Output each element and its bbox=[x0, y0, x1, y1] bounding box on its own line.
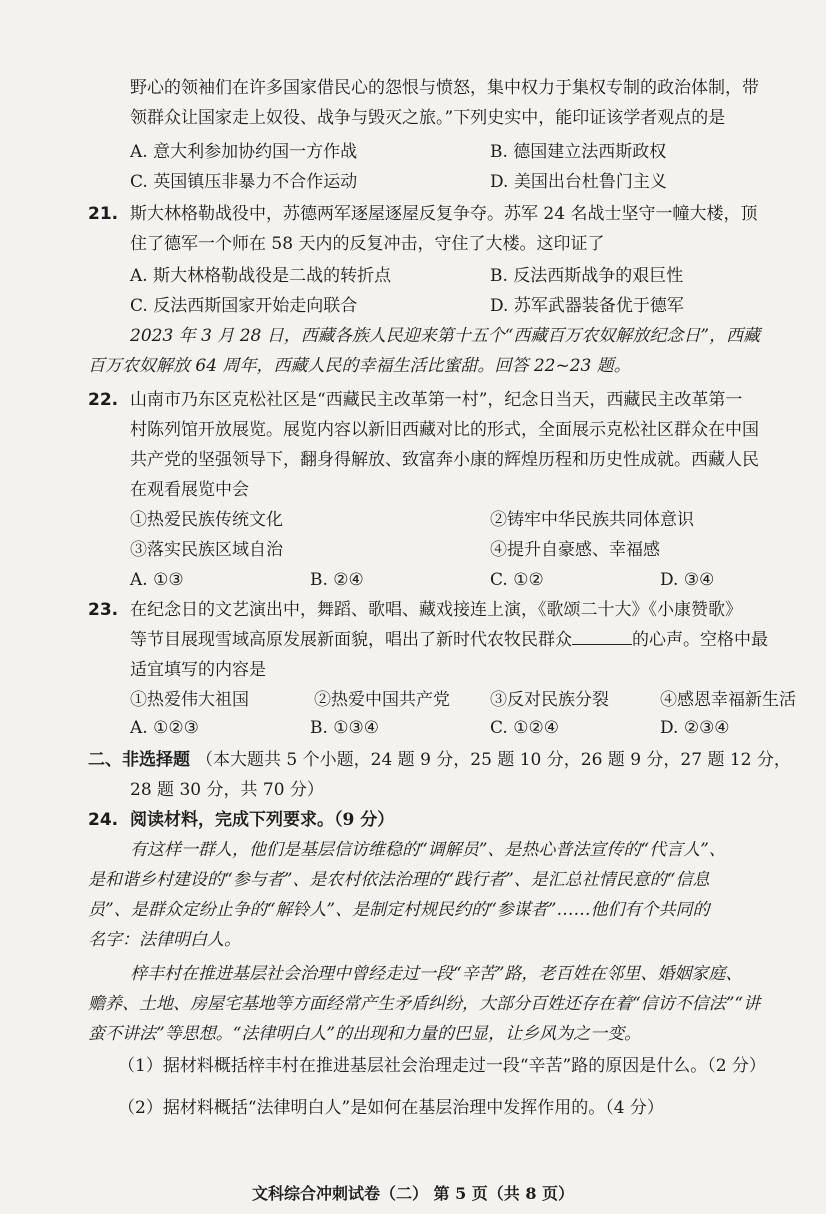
question-number: 21. bbox=[88, 204, 119, 224]
material-text: 蛮不讲法”等思想。“法律明白人”的出现和力量的巴显，让乡风为之一变。 bbox=[88, 1024, 642, 1044]
section-desc: （本大题共 5 个小题，24 题 9 分，25 题 10 分，26 题 9 分，27 题 12 分， bbox=[196, 750, 791, 770]
question-text: 斯大林格勒战役中，苏德两军逐屋逐屋反复争夺。苏军 24 名战士坚守一幢大楼，顶 bbox=[130, 204, 758, 224]
choice-item: ④感恩幸福新生活 bbox=[660, 690, 796, 710]
choice-item: ②热爱中国共产党 bbox=[314, 690, 450, 710]
option-c: C. ①②④ bbox=[490, 718, 559, 738]
material-text: 百万农奴解放 64 周年，西藏人民的幸福生活比蜜甜。回答 22~23 题。 bbox=[88, 356, 631, 376]
choice-item: ④提升自豪感、幸福感 bbox=[490, 540, 660, 560]
option-a: A. ①③ bbox=[130, 570, 184, 590]
question-number: 22. bbox=[88, 390, 119, 410]
option-a: A. ①②③ bbox=[130, 718, 199, 738]
question-text: 山南市乃东区克松社区是“西藏民主改革第一村”，纪念日当天，西藏民主改革第一 bbox=[130, 390, 743, 410]
option-b: B. ①③④ bbox=[310, 718, 380, 738]
page-footer: 文科综合冲刺试卷（二） 第 5 页（共 8 页） bbox=[251, 1184, 575, 1203]
option-a: A. 斯大林格勒战役是二战的转折点 bbox=[130, 266, 392, 286]
option-c: C. 反法西斯国家开始走向联合 bbox=[130, 296, 358, 316]
question-text: 适宜填写的内容是 bbox=[130, 660, 266, 680]
question-text-part: 等节目展现雪域高原发展新面貌，唱出了新时代农牧民群众 bbox=[130, 630, 572, 650]
question-text: 村陈列馆开放展览。展览内容以新旧西藏对比的形式，全面展示克松社区群众在中国 bbox=[130, 420, 759, 440]
choice-item: ①热爱民族传统文化 bbox=[130, 510, 283, 530]
section-title: 二、非选择题 bbox=[88, 750, 190, 770]
sub-question: （1）据材料概括梓丰村在推进基层社会治理走过一段“辛苦”路的原因是什么。（2 分） bbox=[118, 1056, 766, 1076]
option-d: D. ③④ bbox=[660, 570, 715, 590]
choice-item: ①热爱伟大祖国 bbox=[130, 690, 249, 710]
section-desc: 28 题 30 分，共 70 分） bbox=[130, 780, 324, 800]
question-text bbox=[130, 626, 768, 654]
question-text: 住了德军一个师在 58 天内的反复冲击，守住了大楼。这印证了 bbox=[130, 234, 605, 254]
option-b: B. 反法西斯战争的艰巨性 bbox=[490, 266, 684, 286]
choice-item: ②铸牢中华民族共同体意识 bbox=[490, 510, 694, 530]
question-text: 在纪念日的文艺演出中，舞蹈、歌唱、藏戏接连上演，《歌颂二十大》《小康赞歌》 bbox=[130, 600, 742, 620]
material-text: 名字：法律明白人。 bbox=[88, 930, 241, 950]
question-title: 阅读材料，完成下列要求。（9 分） bbox=[130, 810, 395, 830]
material-text: 梓丰村在推进基层社会治理中曾经走过一段“辛苦”路，老百姓在邻里、婚姻家庭、 bbox=[130, 964, 743, 984]
question-text: 在观看展览中会 bbox=[130, 480, 249, 500]
option-c: C. ①② bbox=[490, 570, 544, 590]
option-d: D. 美国出台杜鲁门主义 bbox=[490, 172, 667, 192]
intro-line-2: 领群众让国家走上奴役、战争与毁灭之旅。”下列史实中，能印证该学者观点的是 bbox=[130, 108, 726, 128]
option-a: A. 意大利参加协约国一方作战 bbox=[130, 142, 358, 162]
sub-question: （2）据材料概括“法律明白人”是如何在基层治理中发挥作用的。（4 分） bbox=[118, 1098, 664, 1118]
option-b: B. 德国建立法西斯政权 bbox=[490, 142, 667, 162]
choice-item: ③反对民族分裂 bbox=[490, 690, 609, 710]
option-d: D. 苏军武器装备优于德军 bbox=[490, 296, 684, 316]
question-text-part: 的心声。空格中最 bbox=[632, 630, 768, 650]
material-text: 员”、是群众定纷止争的“解铃人”、是制定村规民约的“参谋者”……他们有个共同的 bbox=[88, 900, 710, 920]
question-number: 24. bbox=[88, 810, 119, 830]
intro-line-1: 野心的领袖们在许多国家借民心的怨恨与愤怒，集中权力于集权专制的政治体制，带 bbox=[130, 78, 759, 98]
material-text: 有这样一群人，他们是基层信访维稳的“调解员”、是热心普法宣传的“代言人”、 bbox=[130, 840, 726, 860]
option-d: D. ②③④ bbox=[660, 718, 730, 738]
option-b: B. ②④ bbox=[310, 570, 364, 590]
option-c: C. 英国镇压非暴力不合作运动 bbox=[130, 172, 358, 192]
answer-blank bbox=[572, 626, 632, 645]
choice-item: ③落实民族区域自治 bbox=[130, 540, 283, 560]
material-text: 赡养、土地、房屋宅基地等方面经常产生矛盾纠纷，大部分百姓还存在着“信访不信法”“讲 bbox=[88, 994, 761, 1014]
question-number: 23. bbox=[88, 600, 119, 620]
question-text: 共产党的坚强领导下，翻身得解放、致富奔小康的辉煌历程和历史性成就。西藏人民 bbox=[130, 450, 759, 470]
material-text: 2023 年 3 月 28 日，西藏各族人民迎来第十五个“西藏百万农奴解放纪念日”，西藏 bbox=[130, 326, 761, 346]
material-text: 是和谐乡村建设的“参与者”、是农村依法治理的“践行者”、是汇总社情民意的“信息 bbox=[88, 870, 710, 890]
